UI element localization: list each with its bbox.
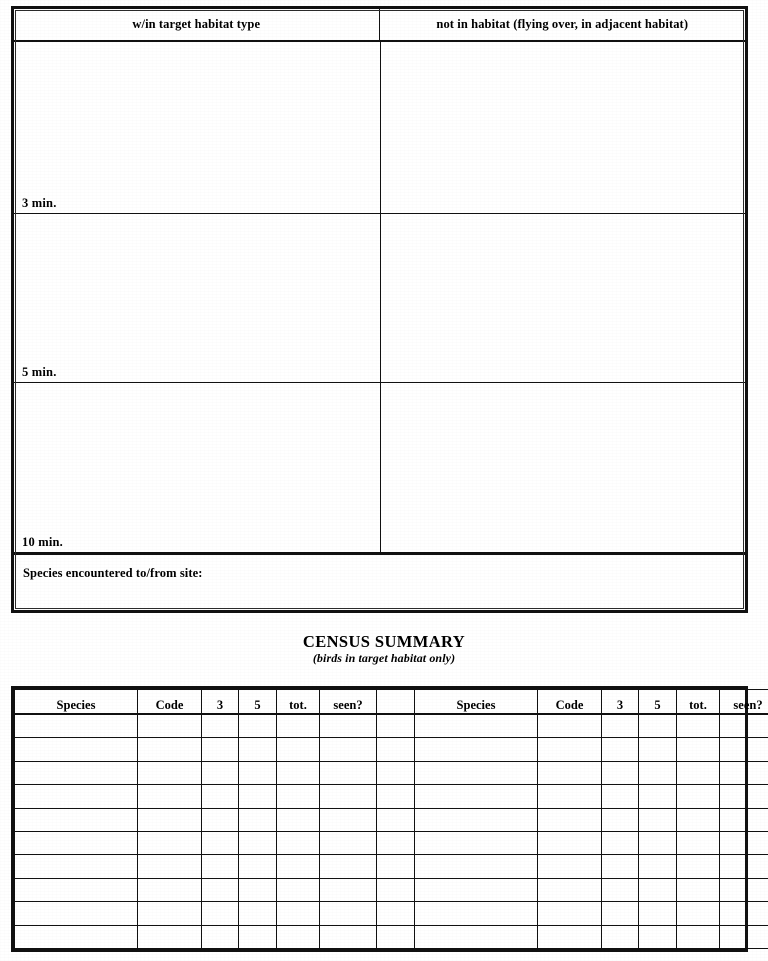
cell-seen2[interactable] [720, 808, 768, 831]
cell-five2[interactable] [639, 878, 677, 901]
cell-code2[interactable] [538, 785, 602, 808]
cell-species2[interactable] [415, 855, 538, 878]
cell-species[interactable] [15, 738, 138, 761]
cell-tot[interactable] [277, 878, 320, 901]
cell-seen[interactable] [320, 925, 377, 948]
cell-species2[interactable] [415, 878, 538, 901]
interval-label-5min: 5 min. [22, 365, 57, 379]
cell-tot2[interactable] [677, 808, 720, 831]
cell-three[interactable] [202, 831, 239, 854]
interval-label-3min: 3 min. [22, 196, 57, 210]
cell-seen2[interactable] [720, 714, 768, 738]
cell-tot2[interactable] [677, 761, 720, 784]
cell-tot[interactable] [277, 902, 320, 925]
cell-five2[interactable] [639, 761, 677, 784]
census-summary-body [15, 714, 768, 949]
column-header-not-in-habitat: not in habitat (flying over, in adjacent habitat) [436, 17, 689, 31]
cell-seen2[interactable] [720, 761, 768, 784]
interval-row-divider [380, 42, 381, 213]
column-header-three: 3 [202, 690, 239, 715]
column-header-tot2: tot. [677, 690, 720, 715]
interval-row-10min[interactable] [14, 383, 745, 555]
cell-species2[interactable] [415, 785, 538, 808]
column-header-species2: Species [415, 690, 538, 715]
census-summary-table-wrapper [11, 686, 763, 952]
column-header-tot: tot. [277, 690, 320, 715]
cell-code[interactable] [138, 855, 202, 878]
cell-code[interactable] [138, 738, 202, 761]
cell-three2[interactable] [602, 831, 639, 854]
cell-seen2[interactable] [720, 831, 768, 854]
cell-three[interactable] [202, 714, 239, 738]
cell-species[interactable] [15, 761, 138, 784]
cell-tot2[interactable] [677, 738, 720, 761]
column-header-species: Species [15, 690, 138, 715]
column-header-code: Code [138, 690, 202, 715]
table-row[interactable] [15, 785, 768, 808]
cell-code2[interactable] [538, 808, 602, 831]
cell-seen[interactable] [320, 902, 377, 925]
cell-species[interactable] [15, 878, 138, 901]
cell-seen2[interactable] [720, 902, 768, 925]
cell-tot[interactable] [277, 738, 320, 761]
cell-seen2[interactable] [720, 785, 768, 808]
cell-five[interactable] [239, 714, 277, 738]
cell-gutter [377, 855, 415, 878]
cell-five[interactable] [239, 785, 277, 808]
observation-table [11, 6, 748, 613]
cell-code2[interactable] [538, 925, 602, 948]
cell-code[interactable] [138, 902, 202, 925]
cell-seen[interactable] [320, 761, 377, 784]
cell-three2[interactable] [602, 714, 639, 738]
cell-five[interactable] [239, 925, 277, 948]
interval-row-divider [380, 214, 381, 382]
cell-five[interactable] [239, 902, 277, 925]
census-summary-table [14, 689, 768, 949]
cell-seen2[interactable] [720, 925, 768, 948]
cell-code2[interactable] [538, 831, 602, 854]
cell-species[interactable] [15, 902, 138, 925]
cell-three2[interactable] [602, 761, 639, 784]
cell-gutter [377, 808, 415, 831]
cell-five[interactable] [239, 808, 277, 831]
cell-tot[interactable] [277, 714, 320, 738]
cell-species[interactable] [15, 925, 138, 948]
cell-five2[interactable] [639, 902, 677, 925]
cell-three2[interactable] [602, 738, 639, 761]
table-row[interactable] [15, 878, 768, 901]
cell-three2[interactable] [602, 925, 639, 948]
cell-gutter [377, 738, 415, 761]
cell-code2[interactable] [538, 902, 602, 925]
census-summary-subtitle: (birds in target habitat only) [312, 651, 456, 665]
cell-species[interactable] [15, 855, 138, 878]
cell-seen[interactable] [320, 714, 377, 738]
cell-code[interactable] [138, 714, 202, 738]
cell-five2[interactable] [639, 738, 677, 761]
cell-gutter [377, 761, 415, 784]
cell-five[interactable] [239, 878, 277, 901]
cell-three2[interactable] [602, 855, 639, 878]
cell-species[interactable] [15, 831, 138, 854]
table-row[interactable] [15, 808, 768, 831]
cell-seen2[interactable] [720, 855, 768, 878]
interval-row-3min[interactable] [14, 42, 745, 214]
cell-seen[interactable] [320, 831, 377, 854]
column-header-five2: 5 [639, 690, 677, 715]
cell-three[interactable] [202, 925, 239, 948]
cell-three[interactable] [202, 738, 239, 761]
cell-tot2[interactable] [677, 878, 720, 901]
cell-tot[interactable] [277, 808, 320, 831]
cell-three[interactable] [202, 785, 239, 808]
census-summary-title: CENSUS SUMMARY [302, 632, 466, 651]
cell-species2[interactable] [415, 831, 538, 854]
cell-seen[interactable] [320, 738, 377, 761]
cell-tot2[interactable] [677, 902, 720, 925]
cell-seen2[interactable] [720, 738, 768, 761]
cell-gutter [377, 925, 415, 948]
interval-row-divider [380, 383, 381, 552]
cell-species2[interactable] [415, 714, 538, 738]
cell-species2[interactable] [415, 925, 538, 948]
column-header-code2: Code [538, 690, 602, 715]
table-row[interactable] [15, 831, 768, 854]
cell-gutter [377, 714, 415, 738]
interval-label-10min: 10 min. [22, 535, 63, 549]
cell-gutter [377, 785, 415, 808]
cell-code[interactable] [138, 831, 202, 854]
cell-three2[interactable] [602, 878, 639, 901]
cell-code[interactable] [138, 785, 202, 808]
cell-tot[interactable] [277, 761, 320, 784]
observation-table-header-row [14, 9, 745, 42]
cell-seen2[interactable] [720, 878, 768, 901]
cell-code[interactable] [138, 925, 202, 948]
cell-three[interactable] [202, 808, 239, 831]
cell-five[interactable] [239, 761, 277, 784]
cell-five2[interactable] [639, 855, 677, 878]
cell-species[interactable] [15, 714, 138, 738]
cell-species2[interactable] [415, 808, 538, 831]
cell-code2[interactable] [538, 738, 602, 761]
cell-tot[interactable] [277, 925, 320, 948]
cell-code[interactable] [138, 761, 202, 784]
cell-seen[interactable] [320, 808, 377, 831]
cell-tot2[interactable] [677, 855, 720, 878]
cell-three[interactable] [202, 902, 239, 925]
cell-species2[interactable] [415, 738, 538, 761]
table-row[interactable] [15, 738, 768, 761]
table-row[interactable] [15, 925, 768, 948]
cell-tot[interactable] [277, 785, 320, 808]
cell-species2[interactable] [415, 902, 538, 925]
cell-three2[interactable] [602, 902, 639, 925]
cell-three2[interactable] [602, 808, 639, 831]
cell-five2[interactable] [639, 785, 677, 808]
cell-five2[interactable] [639, 925, 677, 948]
column-header-gutter [377, 690, 415, 715]
cell-five[interactable] [239, 738, 277, 761]
cell-code[interactable] [138, 808, 202, 831]
cell-three[interactable] [202, 761, 239, 784]
cell-gutter [377, 902, 415, 925]
cell-tot2[interactable] [677, 925, 720, 948]
cell-seen[interactable] [320, 878, 377, 901]
cell-seen[interactable] [320, 855, 377, 878]
table-row[interactable] [15, 761, 768, 784]
cell-code2[interactable] [538, 761, 602, 784]
cell-tot[interactable] [277, 831, 320, 854]
column-header-within-habitat: w/in target habitat type [14, 9, 380, 40]
column-header-five: 5 [239, 690, 277, 715]
cell-five2[interactable] [639, 714, 677, 738]
cell-three[interactable] [202, 878, 239, 901]
cell-five2[interactable] [639, 831, 677, 854]
cell-tot2[interactable] [677, 831, 720, 854]
cell-tot[interactable] [277, 855, 320, 878]
table-row[interactable] [15, 855, 768, 878]
census-summary-heading [0, 632, 768, 666]
table-row[interactable] [15, 902, 768, 925]
cell-gutter [377, 878, 415, 901]
cell-five[interactable] [239, 855, 277, 878]
cell-code2[interactable] [538, 855, 602, 878]
cell-three[interactable] [202, 855, 239, 878]
table-row[interactable] [15, 714, 768, 738]
cell-seen[interactable] [320, 785, 377, 808]
interval-row-5min[interactable] [14, 214, 745, 383]
species-encountered-enroute-field[interactable] [14, 555, 745, 610]
cell-code2[interactable] [538, 714, 602, 738]
cell-five[interactable] [239, 831, 277, 854]
column-header-seen: seen? [320, 690, 377, 715]
cell-code[interactable] [138, 878, 202, 901]
column-header-seen2: seen? [720, 690, 768, 715]
cell-code2[interactable] [538, 878, 602, 901]
cell-tot2[interactable] [677, 785, 720, 808]
cell-gutter [377, 831, 415, 854]
column-header-three2: 3 [602, 690, 639, 715]
cell-five2[interactable] [639, 808, 677, 831]
cell-species2[interactable] [415, 761, 538, 784]
census-summary-header-row [15, 690, 768, 715]
species-encountered-enroute-label: Species encountered to/from site: [23, 566, 203, 580]
cell-species[interactable] [15, 785, 138, 808]
cell-tot2[interactable] [677, 714, 720, 738]
cell-three2[interactable] [602, 785, 639, 808]
cell-species[interactable] [15, 808, 138, 831]
